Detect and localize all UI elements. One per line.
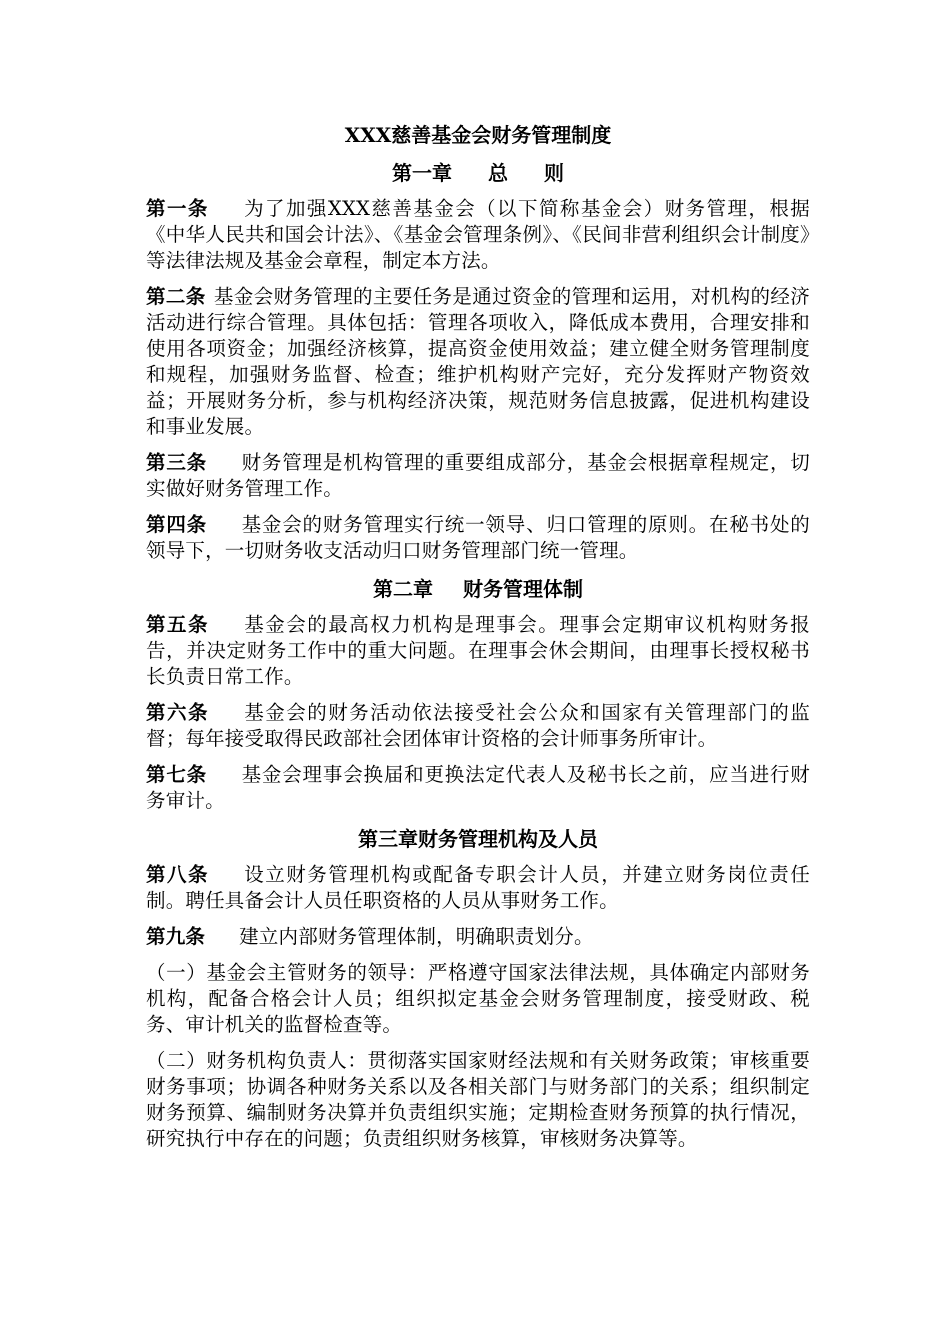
article-label: 第四条 (146, 513, 207, 536)
article-text: 基金会的财务活动依法接受社会公众和国家有关管理部门的监督；每年接受取得民政部社会团体审计资格的会计师事务所审计。 (146, 701, 810, 750)
article-text: 基金会的财务管理实行统一领导、归口管理的原则。在秘书处的领导下，一切财务收支活动归口财务管理部门统一管理。 (146, 513, 810, 562)
article-text: 基金会理事会换届和更换法定代表人及秘书长之前，应当进行财务审计。 (146, 763, 810, 812)
article-3 (146, 450, 810, 502)
article-text: 基金会财务管理的主要任务是通过资金的管理和运用，对机构的经济活动进行综合管理。具体包括：管理各项收入，降低成本费用，合理安排和使用各项资金；加强经济核算，提高资金使用效益；建立健全财务管理制度和规程，加强财务监督、检查；维护机构财产完好，充分发挥财产物资效益；开展财务分析，参与机构经济决策，规范财务信息披露，促进机构建设和事业发展。 (146, 285, 810, 438)
article-label: 第三条 (146, 451, 207, 474)
chapter-label: 第一章 (392, 161, 452, 185)
article-label: 第二条 (146, 285, 206, 308)
document-title: XXX慈善基金会财务管理制度 (344, 123, 612, 147)
list-item-2: （二）财务机构负责人：贯彻落实国家财经法规和有关财务政策；审核重要财务事项；协调各种财务关系以及各相关部门与财务部门的关系；组织制定财务预算、编制财务决算并负责组织实施；定期检查财务预算的执行情况，研究执行中存在的问题；负责组织财务核算，审核财务决算等。 (146, 1049, 810, 1150)
chapter-label: 第三章 (358, 827, 418, 851)
chapter-heading-3 (146, 824, 810, 854)
article-9 (146, 924, 810, 950)
chapter-label: 第二章 (373, 577, 433, 601)
chapter-name-part: 总 (488, 161, 508, 185)
chapter-name-part: 则 (544, 161, 564, 185)
article-label: 第九条 (146, 925, 206, 948)
document-page (146, 120, 810, 1162)
article-1 (146, 196, 810, 274)
list-item-1: （一）基金会主管财务的领导：严格遵守国家法律法规，具体确定内部财务机构，配备合格会计人员；组织拟定基金会财务管理制度，接受财政、税务、审计机关的监督检查等。 (146, 961, 810, 1036)
article-5 (146, 612, 810, 690)
article-text: 为了加强XXX慈善基金会（以下简称基金会）财务管理，根据《中华人民共和国会计法》、《基金会管理条例》、《民间非营利组织会计制度》等法律法规及基金会章程，制定本方法。 (146, 197, 810, 272)
article-label: 第七条 (146, 763, 207, 786)
article-2 (146, 284, 810, 440)
article-text: 设立财务管理机构或配备专职会计人员，并建立财务岗位责任制。聘任具备会计人员任职资格的人员从事财务工作。 (146, 863, 810, 912)
article-7 (146, 762, 810, 814)
article-text: 财务管理是机构管理的重要组成部分，基金会根据章程规定，切实做好财务管理工作。 (146, 451, 810, 500)
chapter-heading-2 (146, 574, 810, 604)
article-label: 第一条 (146, 197, 209, 220)
article-8 (146, 862, 810, 914)
article-label: 第八条 (146, 863, 209, 886)
chapter-name: 财务管理机构及人员 (418, 827, 598, 851)
article-text: 基金会的最高权力机构是理事会。理事会定期审议机构财务报告，并决定财务工作中的重大问题。在理事会休会期间，由理事长授权秘书长负责日常工作。 (146, 613, 810, 688)
article-6 (146, 700, 810, 752)
chapter-name: 财务管理体制 (463, 577, 583, 601)
article-label: 第五条 (146, 613, 209, 636)
article-text: 建立内部财务管理体制，明确职责划分。 (239, 925, 594, 948)
chapter-heading-1 (146, 158, 810, 188)
article-label: 第六条 (146, 701, 209, 724)
article-4 (146, 512, 810, 564)
